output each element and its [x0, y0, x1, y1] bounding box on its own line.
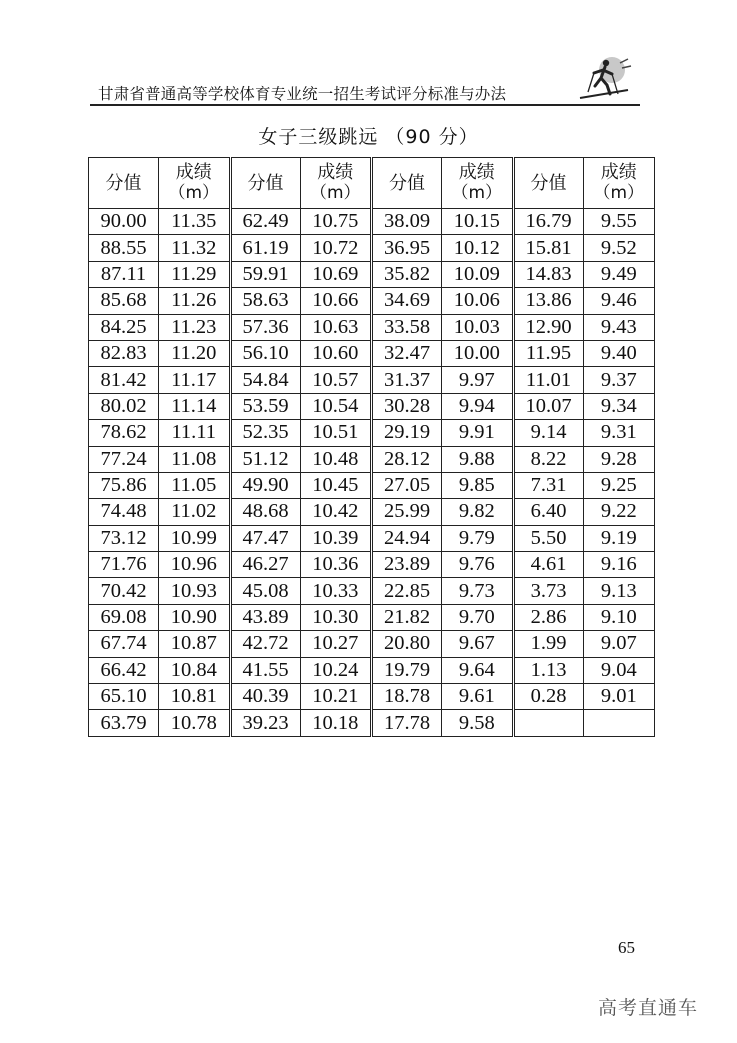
- result-cell: 9.58: [442, 710, 514, 736]
- score-cell: 30.28: [372, 393, 442, 419]
- result-cell: 9.88: [442, 446, 514, 472]
- table-row: [89, 288, 655, 314]
- table-row: [89, 604, 655, 630]
- score-cell: 10.07: [513, 393, 583, 419]
- score-cell: 6.40: [513, 499, 583, 525]
- score-cell: 14.83: [513, 261, 583, 287]
- result-cell: 11.05: [159, 472, 231, 498]
- result-cell: 10.09: [442, 261, 514, 287]
- score-cell: 2.86: [513, 604, 583, 630]
- header-result: 成绩 （m）: [300, 158, 372, 209]
- score-cell: 35.82: [372, 261, 442, 287]
- result-cell: 10.12: [442, 235, 514, 261]
- table-row: [89, 420, 655, 446]
- table-row: [89, 314, 655, 340]
- table-row: [89, 367, 655, 393]
- table-row: [89, 235, 655, 261]
- result-cell: 9.97: [442, 367, 514, 393]
- table-row: [89, 684, 655, 710]
- skier-logo-icon: [574, 54, 634, 104]
- result-cell: 10.69: [300, 261, 372, 287]
- header-result: 成绩 （m）: [442, 158, 514, 209]
- score-cell: 12.90: [513, 314, 583, 340]
- result-cell: 10.57: [300, 367, 372, 393]
- score-cell: 47.47: [230, 525, 300, 551]
- score-cell: 69.08: [89, 604, 159, 630]
- result-cell: 11.29: [159, 261, 231, 287]
- result-cell: 9.73: [442, 578, 514, 604]
- result-cell: 9.19: [583, 525, 655, 551]
- score-cell: 19.79: [372, 657, 442, 683]
- table-row: [89, 393, 655, 419]
- result-cell: 10.33: [300, 578, 372, 604]
- result-cell: 11.17: [159, 367, 231, 393]
- score-cell: 4.61: [513, 552, 583, 578]
- result-cell: 9.85: [442, 472, 514, 498]
- result-cell: 11.14: [159, 393, 231, 419]
- result-cell: 9.70: [442, 604, 514, 630]
- score-cell: 34.69: [372, 288, 442, 314]
- score-cell: 36.95: [372, 235, 442, 261]
- result-cell: 9.64: [442, 657, 514, 683]
- score-cell: 21.82: [372, 604, 442, 630]
- score-cell: 1.99: [513, 631, 583, 657]
- result-cell: 10.24: [300, 657, 372, 683]
- result-cell: 10.96: [159, 552, 231, 578]
- result-cell: 9.34: [583, 393, 655, 419]
- score-cell: 70.42: [89, 578, 159, 604]
- score-cell: 63.79: [89, 710, 159, 736]
- score-cell: [513, 710, 583, 736]
- table-row: [89, 710, 655, 736]
- score-cell: 9.14: [513, 420, 583, 446]
- result-cell: 10.66: [300, 288, 372, 314]
- result-cell: 10.27: [300, 631, 372, 657]
- result-cell: 9.46: [583, 288, 655, 314]
- score-cell: 66.42: [89, 657, 159, 683]
- table-title: 女子三级跳远 （90 分）: [258, 126, 479, 148]
- result-cell: 10.00: [442, 340, 514, 366]
- table-row: [89, 525, 655, 551]
- result-cell: 10.15: [442, 209, 514, 235]
- score-cell: 73.12: [89, 525, 159, 551]
- table-row: [89, 209, 655, 235]
- score-cell: 11.01: [513, 367, 583, 393]
- result-cell: 9.25: [583, 472, 655, 498]
- result-cell: 9.67: [442, 631, 514, 657]
- score-cell: 29.19: [372, 420, 442, 446]
- score-cell: 40.39: [230, 684, 300, 710]
- score-cell: 52.35: [230, 420, 300, 446]
- result-cell: 10.72: [300, 235, 372, 261]
- score-cell: 11.95: [513, 340, 583, 366]
- result-cell: 9.40: [583, 340, 655, 366]
- result-cell: 11.26: [159, 288, 231, 314]
- score-cell: 58.63: [230, 288, 300, 314]
- score-cell: 3.73: [513, 578, 583, 604]
- score-cell: 56.10: [230, 340, 300, 366]
- result-cell: 11.20: [159, 340, 231, 366]
- score-cell: 17.78: [372, 710, 442, 736]
- result-cell: 10.87: [159, 631, 231, 657]
- result-cell: 9.22: [583, 499, 655, 525]
- score-cell: 48.68: [230, 499, 300, 525]
- score-cell: 81.42: [89, 367, 159, 393]
- header-score: 分值: [89, 158, 159, 209]
- result-cell: 10.60: [300, 340, 372, 366]
- result-cell: 10.81: [159, 684, 231, 710]
- score-cell: 75.86: [89, 472, 159, 498]
- score-cell: 49.90: [230, 472, 300, 498]
- result-cell: 9.49: [583, 261, 655, 287]
- score-cell: 54.84: [230, 367, 300, 393]
- score-cell: 28.12: [372, 446, 442, 472]
- score-cell: 88.55: [89, 235, 159, 261]
- score-cell: 82.83: [89, 340, 159, 366]
- score-cell: 87.11: [89, 261, 159, 287]
- result-cell: 10.93: [159, 578, 231, 604]
- score-cell: 0.28: [513, 684, 583, 710]
- result-cell: 9.52: [583, 235, 655, 261]
- score-cell: 85.68: [89, 288, 159, 314]
- score-cell: 41.55: [230, 657, 300, 683]
- result-cell: 10.99: [159, 525, 231, 551]
- score-cell: 25.99: [372, 499, 442, 525]
- score-cell: 38.09: [372, 209, 442, 235]
- result-cell: 11.35: [159, 209, 231, 235]
- result-cell: 10.90: [159, 604, 231, 630]
- score-cell: 42.72: [230, 631, 300, 657]
- page-number: 65: [618, 938, 635, 957]
- score-cell: 61.19: [230, 235, 300, 261]
- result-cell: 9.10: [583, 604, 655, 630]
- table-row: [89, 446, 655, 472]
- result-cell: 9.82: [442, 499, 514, 525]
- score-cell: 62.49: [230, 209, 300, 235]
- score-cell: 46.27: [230, 552, 300, 578]
- score-cell: 78.62: [89, 420, 159, 446]
- result-cell: 10.39: [300, 525, 372, 551]
- score-cell: 31.37: [372, 367, 442, 393]
- score-cell: 51.12: [230, 446, 300, 472]
- score-table-body: [89, 209, 655, 737]
- result-cell: 9.13: [583, 578, 655, 604]
- result-cell: 9.79: [442, 525, 514, 551]
- score-cell: 13.86: [513, 288, 583, 314]
- table-row: [89, 499, 655, 525]
- score-cell: 59.91: [230, 261, 300, 287]
- score-cell: 33.58: [372, 314, 442, 340]
- result-cell: 9.94: [442, 393, 514, 419]
- score-cell: 20.80: [372, 631, 442, 657]
- score-cell: 8.22: [513, 446, 583, 472]
- result-cell: 11.32: [159, 235, 231, 261]
- score-cell: 22.85: [372, 578, 442, 604]
- result-cell: 10.06: [442, 288, 514, 314]
- result-cell: 10.03: [442, 314, 514, 340]
- score-cell: 80.02: [89, 393, 159, 419]
- result-cell: 10.48: [300, 446, 372, 472]
- result-cell: 10.42: [300, 499, 372, 525]
- score-cell: 65.10: [89, 684, 159, 710]
- result-cell: 9.01: [583, 684, 655, 710]
- result-cell: 10.21: [300, 684, 372, 710]
- score-cell: 1.13: [513, 657, 583, 683]
- result-cell: 10.45: [300, 472, 372, 498]
- result-cell: 9.55: [583, 209, 655, 235]
- result-cell: 11.08: [159, 446, 231, 472]
- watermark: 高考直通车: [598, 997, 699, 1019]
- result-cell: 10.75: [300, 209, 372, 235]
- result-cell: 9.04: [583, 657, 655, 683]
- header-rule: [90, 104, 640, 106]
- result-cell: 9.37: [583, 367, 655, 393]
- result-cell: 9.07: [583, 631, 655, 657]
- score-cell: 71.76: [89, 552, 159, 578]
- score-cell: 15.81: [513, 235, 583, 261]
- result-cell: 10.78: [159, 710, 231, 736]
- header-score: 分值: [513, 158, 583, 209]
- score-cell: 84.25: [89, 314, 159, 340]
- result-cell: 9.61: [442, 684, 514, 710]
- result-cell: 11.23: [159, 314, 231, 340]
- result-cell: 9.91: [442, 420, 514, 446]
- result-cell: 10.18: [300, 710, 372, 736]
- table-header-row: [89, 158, 655, 209]
- score-cell: 67.74: [89, 631, 159, 657]
- score-cell: 32.47: [372, 340, 442, 366]
- table-row: [89, 261, 655, 287]
- score-cell: 39.23: [230, 710, 300, 736]
- table-row: [89, 657, 655, 683]
- score-cell: 43.89: [230, 604, 300, 630]
- score-cell: 16.79: [513, 209, 583, 235]
- score-cell: 27.05: [372, 472, 442, 498]
- result-cell: 11.11: [159, 420, 231, 446]
- result-cell: 9.76: [442, 552, 514, 578]
- result-cell: 10.30: [300, 604, 372, 630]
- document-header-title: 甘肃省普通高等学校体育专业统一招生考试评分标准与办法: [98, 85, 507, 103]
- score-cell: 45.08: [230, 578, 300, 604]
- result-cell: 9.43: [583, 314, 655, 340]
- header-result: 成绩 （m）: [583, 158, 655, 209]
- score-table: [88, 157, 655, 737]
- score-cell: 24.94: [372, 525, 442, 551]
- result-cell: 11.02: [159, 499, 231, 525]
- header-result: 成绩 （m）: [159, 158, 231, 209]
- header-score: 分值: [230, 158, 300, 209]
- table-row: [89, 340, 655, 366]
- score-cell: 57.36: [230, 314, 300, 340]
- result-cell: 9.16: [583, 552, 655, 578]
- result-cell: 10.36: [300, 552, 372, 578]
- table-row: [89, 631, 655, 657]
- score-cell: 90.00: [89, 209, 159, 235]
- result-cell: 9.28: [583, 446, 655, 472]
- result-cell: 10.63: [300, 314, 372, 340]
- table-row: [89, 472, 655, 498]
- result-cell: 10.51: [300, 420, 372, 446]
- result-cell: [583, 710, 655, 736]
- score-cell: 77.24: [89, 446, 159, 472]
- score-cell: 23.89: [372, 552, 442, 578]
- score-cell: 18.78: [372, 684, 442, 710]
- table-row: [89, 552, 655, 578]
- header-score: 分值: [372, 158, 442, 209]
- score-cell: 7.31: [513, 472, 583, 498]
- score-cell: 5.50: [513, 525, 583, 551]
- result-cell: 9.31: [583, 420, 655, 446]
- result-cell: 10.54: [300, 393, 372, 419]
- result-cell: 10.84: [159, 657, 231, 683]
- score-cell: 74.48: [89, 499, 159, 525]
- table-row: [89, 578, 655, 604]
- score-cell: 53.59: [230, 393, 300, 419]
